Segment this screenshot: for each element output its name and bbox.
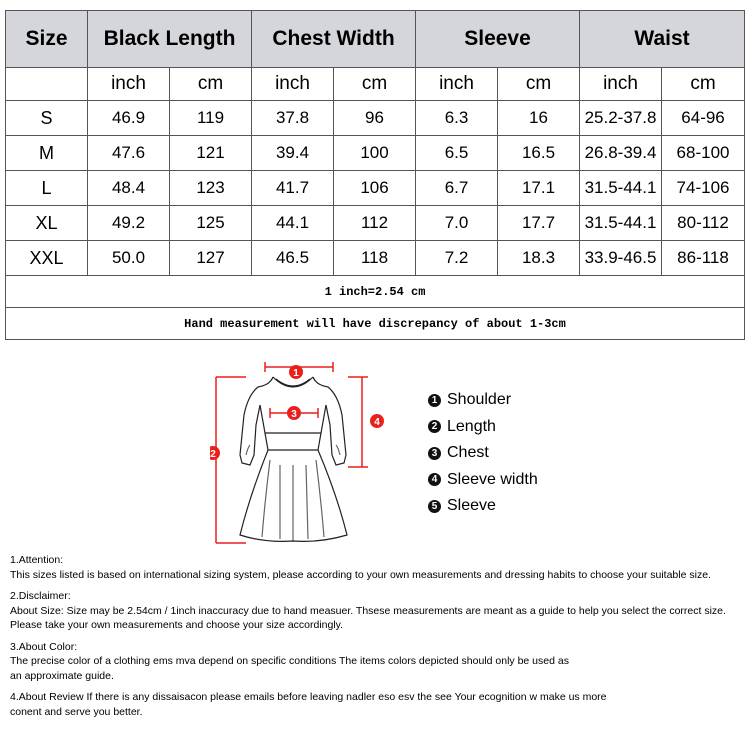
- conversion-note-row: [6, 276, 745, 308]
- legend-number-icon: 1: [428, 394, 441, 407]
- legend-item-shoulder: [428, 387, 538, 414]
- unit-cell: cm: [334, 68, 416, 101]
- note-title: 1.Attention:: [10, 554, 64, 566]
- svg-text:4: 4: [374, 417, 380, 428]
- marker-2: [210, 446, 220, 460]
- table-cell: 112: [334, 206, 416, 241]
- table-cell: 121: [170, 136, 252, 171]
- note-line: Please take your own measurements and choose your size accordingly.: [10, 619, 344, 631]
- table-cell: 47.6: [88, 136, 170, 171]
- header-size: Size: [6, 11, 88, 68]
- table-row: [6, 136, 745, 171]
- table-cell: 44.1: [252, 206, 334, 241]
- dress-measurement-diagram: [210, 355, 390, 550]
- marker-3: [287, 406, 301, 420]
- table-cell: 123: [170, 171, 252, 206]
- size-cell: M: [6, 136, 88, 171]
- conversion-note: 1 inch=2.54 cm: [6, 276, 745, 308]
- table-cell: 16: [498, 101, 580, 136]
- table-cell: 74-106: [662, 171, 745, 206]
- unit-cell-empty: [6, 68, 88, 101]
- note-title: 3.About Color:: [10, 640, 78, 653]
- legend-item-length: [428, 414, 538, 441]
- unit-cell: inch: [252, 68, 334, 101]
- svg-text:2: 2: [210, 449, 216, 460]
- dress-outline: [240, 377, 347, 541]
- marker-1: [289, 365, 303, 379]
- unit-cell: inch: [580, 68, 662, 101]
- note-line: About Size: Size may be 2.54cm / 1inch inaccuracy due to hand measuer. Thsese measurements are meant as a guide to help you select the correct size.: [10, 604, 726, 617]
- header-black-length: Black Length: [88, 11, 252, 68]
- unit-cell: cm: [662, 68, 745, 101]
- table-cell: 96: [334, 101, 416, 136]
- table-cell: 68-100: [662, 136, 745, 171]
- table-cell: 125: [170, 206, 252, 241]
- unit-cell: cm: [498, 68, 580, 101]
- note-about-review: [10, 690, 748, 719]
- size-cell: XXL: [6, 241, 88, 276]
- unit-cell: inch: [88, 68, 170, 101]
- table-row: [6, 171, 745, 206]
- table-cell: 6.7: [416, 171, 498, 206]
- legend-label: Length: [447, 417, 496, 435]
- table-row: [6, 241, 745, 276]
- table-cell: 50.0: [88, 241, 170, 276]
- table-cell: 7.0: [416, 206, 498, 241]
- header-row: [6, 11, 745, 68]
- table-cell: 106: [334, 171, 416, 206]
- note-attention: [10, 553, 748, 582]
- table-cell: 80-112: [662, 206, 745, 241]
- table-cell: 31.5-44.1: [580, 206, 662, 241]
- table-cell: 118: [334, 241, 416, 276]
- table-row: [6, 206, 745, 241]
- size-cell: L: [6, 171, 88, 206]
- legend-number-icon: 3: [428, 447, 441, 460]
- header-sleeve: Sleeve: [416, 11, 580, 68]
- notes-section: [10, 553, 748, 726]
- table-cell: 49.2: [88, 206, 170, 241]
- header-waist: Waist: [580, 11, 745, 68]
- note-disclaimer: [10, 589, 748, 633]
- table-cell: 7.2: [416, 241, 498, 276]
- table-cell: 41.7: [252, 171, 334, 206]
- unit-row: [6, 68, 745, 101]
- note-title: 2.Disclaimer:: [10, 590, 71, 602]
- measurement-note: Hand measurement will have discrepancy of about 1-3cm: [6, 308, 745, 340]
- table-cell: 48.4: [88, 171, 170, 206]
- legend-number-icon: 4: [428, 473, 441, 486]
- table-row: [6, 101, 745, 136]
- note-about-color: [10, 640, 748, 684]
- table-cell: 119: [170, 101, 252, 136]
- marker-4: [370, 414, 384, 428]
- measurement-legend: [428, 387, 538, 520]
- svg-text:3: 3: [291, 409, 297, 420]
- note-line: conent and serve you better.: [10, 705, 143, 718]
- legend-label: Chest: [447, 444, 489, 461]
- table-cell: 18.3: [498, 241, 580, 276]
- table-cell: 31.5-44.1: [580, 171, 662, 206]
- legend-item-sleeve: [428, 493, 538, 520]
- table-cell: 17.7: [498, 206, 580, 241]
- size-cell: S: [6, 101, 88, 136]
- table-cell: 25.2-37.8: [580, 101, 662, 136]
- size-cell: XL: [6, 206, 88, 241]
- table-cell: 33.9-46.5: [580, 241, 662, 276]
- unit-cell: inch: [416, 68, 498, 101]
- note-line: 4.About Review If there is any dissaisacon please emails before leaving nadler eso esv the see Your ecognition w make us more: [10, 691, 607, 703]
- note-line: The precise color of a clothing ems mva depend on specific conditions The items colors depicted should only be used as: [10, 655, 569, 667]
- table-cell: 26.8-39.4: [580, 136, 662, 171]
- table-cell: 100: [334, 136, 416, 171]
- header-chest-width: Chest Width: [252, 11, 416, 68]
- legend-number-icon: 5: [428, 500, 441, 513]
- legend-number-icon: 2: [428, 420, 441, 433]
- unit-cell: cm: [170, 68, 252, 101]
- table-cell: 39.4: [252, 136, 334, 171]
- note-line: This sizes listed is based on international sizing system, please according to your own measurements and dressing habits to choose your suitable size.: [10, 568, 711, 581]
- table-cell: 16.5: [498, 136, 580, 171]
- legend-label: Sleeve width: [447, 470, 538, 488]
- legend-label: Shoulder: [447, 391, 512, 408]
- table-cell: 64-96: [662, 101, 745, 136]
- note-line: an approximate guide.: [10, 669, 114, 682]
- table-cell: 6.5: [416, 136, 498, 171]
- legend-item-sleeve-width: [428, 467, 538, 494]
- size-chart-table: [5, 10, 745, 340]
- table-cell: 37.8: [252, 101, 334, 136]
- measurement-note-row: [6, 308, 745, 340]
- table-cell: 46.5: [252, 241, 334, 276]
- table-cell: 127: [170, 241, 252, 276]
- table-cell: 17.1: [498, 171, 580, 206]
- legend-label: Sleeve: [447, 497, 496, 514]
- legend-item-chest: [428, 440, 538, 467]
- svg-text:1: 1: [293, 368, 299, 379]
- table-cell: 46.9: [88, 101, 170, 136]
- table-cell: 86-118: [662, 241, 745, 276]
- table-cell: 6.3: [416, 101, 498, 136]
